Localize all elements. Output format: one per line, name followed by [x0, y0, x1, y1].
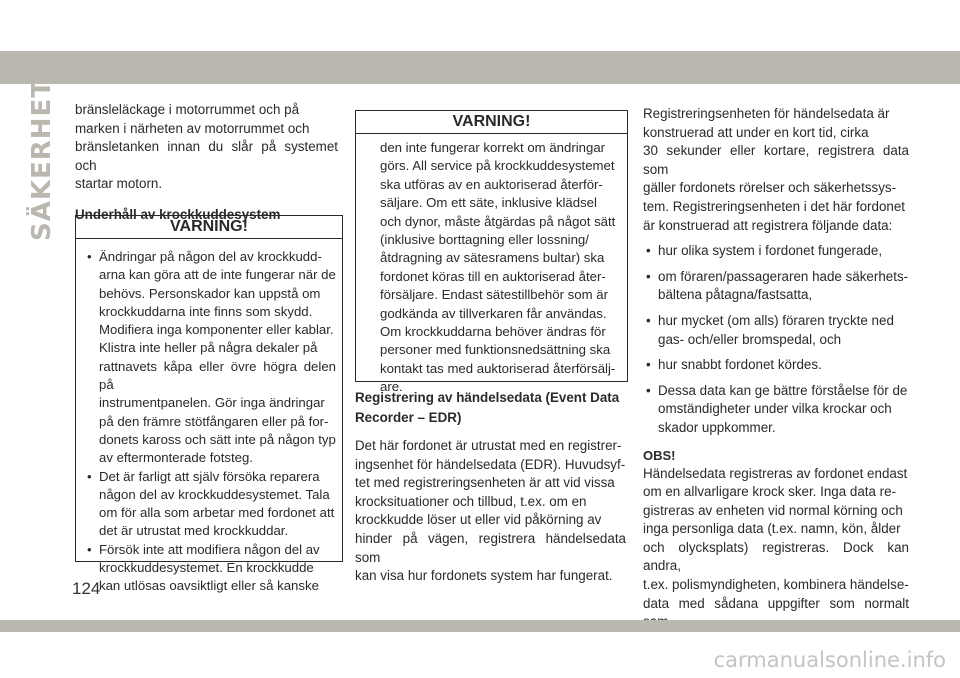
maintenance-heading: Underhåll av krockkuddesystem — [75, 206, 281, 222]
column-1 — [75, 101, 338, 224]
page-number: 124 — [72, 579, 101, 598]
text-line: av eftermonterade fotsteg. — [99, 450, 253, 466]
warning-body — [76, 239, 342, 596]
text-line: krocksituationer och tillbud, t.ex. om en — [355, 493, 587, 509]
text-line: på den främre stötfångaren eller på for- — [99, 413, 329, 429]
text-line: marken i närheten av motorrummet och — [75, 120, 310, 136]
text-line: behövs. Personskador kan uppstå om — [99, 285, 321, 301]
text-line: data med sådana uppgifter som normalt — [643, 595, 909, 611]
obs-label: OBS! — [643, 447, 676, 463]
text-line: krockkuddarna inte finns som skydd. — [99, 303, 313, 319]
text-line: tet med registreringsenheten är att vid vissa — [355, 475, 615, 491]
text-line: Klistra inte heller på några dekaler på — [99, 340, 318, 356]
bullet-icon: • — [87, 249, 92, 264]
text-line: åtdragning av sätesramens bultar) ska — [380, 250, 605, 266]
text-line: det är utrustat med krockkuddar. — [99, 523, 289, 539]
bullet-icon: • — [646, 243, 651, 259]
text-line: om en allvarligare krock sker. Inga data re- — [643, 484, 897, 500]
text-line: are. — [380, 379, 403, 395]
text-line: kontakt tas med auktoriserad återförsälj- — [380, 360, 616, 376]
section-tab — [22, 78, 62, 242]
text-line: bränsleläckage i motorrummet och på — [75, 102, 300, 117]
text-line: den inte fungerar korrekt om ändringar — [380, 140, 606, 155]
text-line: bränsletanken innan du slår på systemet och — [75, 139, 338, 173]
bullet-icon: • — [646, 357, 651, 373]
text-line: Recorder – EDR) — [355, 410, 462, 425]
text-line: gäller fordonets rörelser och säkerhetssys- — [643, 180, 897, 196]
text-line: Modifiera inga komponenter eller kablar. — [99, 322, 334, 338]
text-line: görs. All service på krockkuddesystemet — [380, 158, 615, 174]
text-line: Om krockkuddarna behöver ändras för — [380, 324, 606, 340]
text-line: (inklusive borttagning eller lossning/ — [380, 232, 589, 248]
text-line: någon del av krockkuddesystemet. Tala — [99, 486, 330, 502]
text-line: kan utlösas oavsiktligt eller så kanske — [99, 578, 319, 594]
text-line: ska utföras av en auktoriserad återför- — [380, 176, 603, 192]
text-line: tem. Registreringsenheten i det här fordonet — [643, 198, 906, 214]
col1-intro — [75, 101, 338, 194]
footer-band — [0, 620, 960, 632]
text-line: skador uppkommer. — [658, 419, 776, 435]
text-line: personer med funktionsnedsättning ska — [380, 342, 611, 358]
text-line: inga personliga data (t.ex. namn, kön, ålder — [643, 521, 901, 537]
list-item — [643, 268, 909, 305]
list-item — [643, 242, 909, 261]
list-item — [643, 312, 909, 349]
text-line: arna kan göra att de inte fungerar när de — [99, 267, 336, 283]
text-line: Det här fordonet är utrustat med en registrer- — [355, 438, 622, 453]
list-item — [643, 356, 909, 375]
text-line: Registrering av händelsedata (Event Data — [355, 390, 620, 405]
edr-data-list — [643, 242, 909, 437]
text-line: 30 sekunder eller kortare, registrera data som — [643, 143, 909, 177]
warning-body — [356, 134, 627, 397]
col3-intro — [643, 105, 909, 235]
text-line: Dessa data kan ge bättre förståelse för de — [658, 382, 908, 398]
text-line: Försök inte att modifiera någon del av — [99, 541, 320, 557]
text-line: startar motorn. — [75, 176, 163, 192]
text-line: hur olika system i fordonet fungerade, — [658, 243, 883, 259]
text-line: konstruerad att under en kort tid, cirka — [643, 124, 869, 140]
text-line: Händelsedata registreras av fordonet endast — [643, 465, 908, 481]
text-line: Ändringar på någon del av krockkudd- — [99, 249, 322, 264]
text-line: hinder på vägen, registrera händelsedata som — [355, 530, 626, 565]
text-line: hur mycket (om alls) föraren tryckte ned — [658, 312, 894, 328]
warning-bullet — [84, 468, 336, 541]
bullet-icon: • — [646, 382, 651, 398]
text-line: och olycksplats) registreras. Dock kan andra, — [643, 539, 909, 574]
bullet-icon: • — [87, 468, 92, 484]
text-line: Registreringsenheten för händelsedata är — [643, 106, 890, 121]
column-3 — [643, 105, 909, 650]
text-line: gistreras av enheten vid normal körning och — [643, 502, 903, 518]
text-line: kan visa hur fordonets system har fungerat. — [355, 568, 613, 584]
edr-heading — [355, 388, 626, 428]
text-line: godkända av tillverkaren får användas. — [380, 305, 607, 321]
text-line: fordonet köras till en auktoriserad åter- — [380, 268, 606, 284]
text-line: omständigheter under vilka krockar och — [658, 401, 892, 417]
warning-bullet — [84, 541, 336, 596]
text-line: instrumentpanelen. Gör inga ändringar — [99, 395, 325, 411]
text-line: Det är farligt att själv försöka reparera — [99, 468, 320, 484]
edr-section — [355, 388, 626, 586]
edr-body — [355, 437, 626, 586]
bullet-icon: • — [646, 312, 651, 328]
text-line: bältena påtagna/fastsatta, — [658, 287, 813, 303]
text-line: om för alla som arbetar med fordonet att — [99, 505, 335, 521]
text-line: krockkuddesystemet. En krockkudde — [99, 560, 314, 576]
header-band — [0, 51, 960, 84]
bullet-icon: • — [646, 268, 651, 284]
warning-box-2 — [355, 110, 628, 395]
text-line: ingsenhet för händelsedata (EDR). Huvudsyf- — [355, 456, 626, 472]
watermark: carmanualsonline.info — [713, 648, 946, 672]
text-line: rattnavets kåpa eller övre högra delen på — [99, 358, 336, 393]
warning-bullet — [84, 248, 336, 468]
text-line: t.ex. polismyndigheten, kombinera händelse- — [643, 577, 909, 593]
text-line: och dynor, måste åtgärdas på något sätt — [380, 213, 616, 229]
warning-title: VARNING! — [356, 111, 627, 134]
list-item — [643, 382, 909, 438]
text-line: krockkudde löser ut eller vid påkörning av — [355, 512, 602, 528]
text-line: donets kaross och sätt inte på någon typ — [99, 431, 336, 447]
warning-title: VARNING! — [76, 216, 342, 239]
text-line: hur snabbt fordonet kördes. — [658, 357, 822, 373]
text-line: är konstruerad att registrera följande data: — [643, 217, 893, 233]
bullet-icon: • — [87, 541, 92, 557]
text-line: gas- och/eller bromspedal, och — [658, 331, 842, 347]
text-line: om föraren/passageraren hade säkerhets- — [658, 268, 909, 284]
text-line: säljare. Om ett säte, inklusive klädsel — [380, 195, 597, 211]
section-tab-label: SÄKERHET — [27, 78, 57, 242]
text-line: försäljare. Endast sätestillbehör som är — [380, 287, 608, 303]
